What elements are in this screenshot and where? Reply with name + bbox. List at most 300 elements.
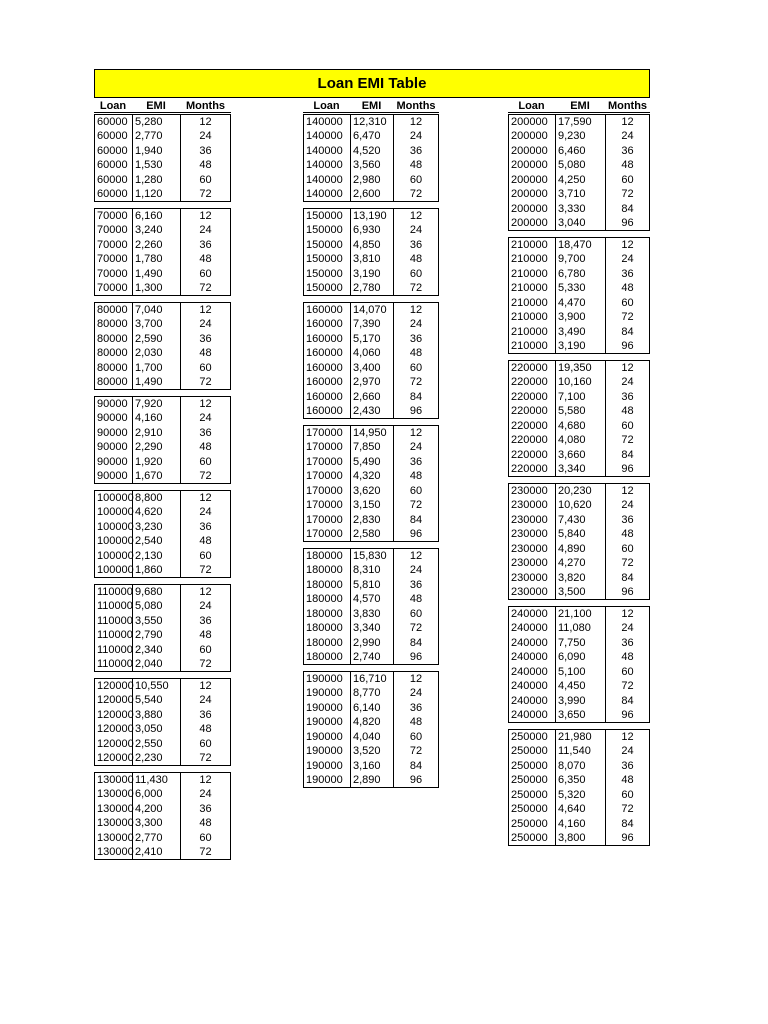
loan-amount-cell: 240000 <box>511 607 548 620</box>
loan-amount-cell: 250000 <box>511 759 548 772</box>
loan-amount-cell: 250000 <box>511 803 548 815</box>
emi-cell: 4,620 <box>135 506 163 518</box>
table-row <box>95 346 232 361</box>
table-row <box>304 730 440 745</box>
emi-cell: 14,950 <box>353 426 387 439</box>
table-row <box>95 722 232 737</box>
months-cell: 24 <box>621 499 634 511</box>
table-row <box>95 144 232 159</box>
months-cell: 72 <box>199 282 212 294</box>
emi-cell: 4,470 <box>558 296 586 309</box>
months-cell: 12 <box>621 730 634 743</box>
loan-group <box>508 483 650 600</box>
emi-cell: 4,270 <box>558 557 586 569</box>
emi-cell: 12,310 <box>353 115 387 128</box>
loan-amount-cell: 140000 <box>306 173 343 186</box>
table-row <box>304 267 440 282</box>
loan-amount-cell: 170000 <box>306 441 343 453</box>
emi-cell: 3,190 <box>353 267 381 280</box>
table-row <box>95 209 232 224</box>
emi-cell: 2,970 <box>353 376 381 388</box>
emi-cell: 2,780 <box>353 282 381 294</box>
loan-amount-cell: 150000 <box>306 282 343 294</box>
emi-cell: 3,620 <box>353 484 381 497</box>
emi-cell: 13,190 <box>353 209 387 222</box>
emi-cell: 5,170 <box>353 332 381 345</box>
loan-amount-cell: 90000 <box>97 441 128 453</box>
emi-cell: 6,350 <box>558 774 586 786</box>
months-cell: 96 <box>621 709 634 721</box>
emi-cell: 3,880 <box>135 708 163 721</box>
loan-group <box>303 302 439 419</box>
loan-amount-cell: 110000 <box>97 643 133 656</box>
months-cell: 24 <box>409 564 423 576</box>
emi-cell: 16,710 <box>353 672 387 685</box>
table-row <box>509 310 651 325</box>
emi-cell: 4,040 <box>353 730 381 743</box>
emi-cell: 3,300 <box>135 817 163 829</box>
emi-cell: 8,310 <box>353 564 381 576</box>
months-cell: 60 <box>199 267 212 280</box>
emi-cell: 1,670 <box>135 470 163 482</box>
emi-cell: 6,000 <box>135 788 163 800</box>
loan-group <box>94 302 231 390</box>
loan-amount-cell: 190000 <box>306 774 343 786</box>
emi-cell: 4,820 <box>353 716 381 728</box>
loan-amount-cell: 180000 <box>306 549 343 562</box>
emi-cell: 4,080 <box>558 434 586 446</box>
loan-amount-cell: 60000 <box>97 115 128 128</box>
table-row <box>304 549 440 564</box>
months-cell: 24 <box>199 224 212 236</box>
loan-amount-cell: 120000 <box>97 723 134 735</box>
emi-cell: 3,400 <box>353 361 381 374</box>
months-cell: 72 <box>409 282 423 294</box>
loan-amount-cell: 180000 <box>306 564 343 576</box>
emi-cell: 2,290 <box>135 441 163 453</box>
table-row <box>509 636 651 651</box>
loan-amount-cell: 130000 <box>97 817 134 829</box>
emi-cell: 14,070 <box>353 303 387 316</box>
loan-amount-cell: 250000 <box>511 817 548 830</box>
table-row <box>95 845 232 860</box>
loan-amount-cell: 160000 <box>306 318 343 330</box>
emi-cell: 4,640 <box>558 803 586 815</box>
loan-amount-cell: 210000 <box>511 253 548 265</box>
emi-cell: 3,660 <box>558 448 586 461</box>
months-cell: 12 <box>409 115 423 128</box>
months-cell: 12 <box>409 209 423 222</box>
months-cell: 36 <box>199 520 212 533</box>
months-cell: 60 <box>621 173 634 186</box>
loan-amount-cell: 110000 <box>97 629 133 641</box>
emi-cell: 3,190 <box>558 340 586 352</box>
emi-cell: 3,820 <box>558 571 586 584</box>
emi-cell: 18,470 <box>558 238 592 251</box>
loan-group <box>508 360 650 477</box>
header-months: Months <box>396 100 436 112</box>
emi-cell: 21,980 <box>558 730 592 743</box>
emi-cell: 1,490 <box>135 376 163 388</box>
header-loan: Loan <box>313 100 340 112</box>
loan-group <box>94 772 231 860</box>
loan-group <box>303 425 439 542</box>
loan-group <box>94 678 231 766</box>
loan-group <box>94 490 231 578</box>
months-cell: 48 <box>199 723 212 735</box>
emi-cell: 7,040 <box>135 303 163 316</box>
table-row <box>509 339 651 354</box>
emi-cell: 2,580 <box>353 528 381 540</box>
months-cell: 84 <box>621 325 634 338</box>
table-row <box>95 751 232 766</box>
emi-cell: 2,130 <box>135 549 163 562</box>
table-row <box>95 252 232 267</box>
table-row <box>509 621 651 636</box>
table-row <box>509 788 651 803</box>
loan-amount-cell: 160000 <box>306 390 343 403</box>
loan-amount-cell: 200000 <box>511 188 548 200</box>
emi-cell: 3,490 <box>558 325 586 338</box>
emi-cell: 4,450 <box>558 680 586 692</box>
loan-amount-cell: 100000 <box>97 549 134 562</box>
table-row <box>304 744 440 759</box>
emi-cell: 6,460 <box>558 144 586 157</box>
table-row <box>509 216 651 231</box>
months-cell: 60 <box>621 419 634 432</box>
table-row <box>509 404 651 419</box>
emi-cell: 11,430 <box>135 773 168 786</box>
table-row <box>95 773 232 788</box>
table-row <box>509 252 651 267</box>
table-title-text: Loan EMI Table <box>317 75 427 92</box>
table-row <box>304 187 440 202</box>
loan-amount-cell: 200000 <box>511 173 548 186</box>
months-cell: 12 <box>409 672 423 685</box>
table-row <box>95 317 232 332</box>
table-row <box>95 708 232 723</box>
emi-cell: 2,410 <box>135 846 163 858</box>
months-cell: 72 <box>199 564 212 576</box>
table-row <box>304 173 440 188</box>
table-row <box>509 694 651 709</box>
loan-amount-cell: 200000 <box>511 159 548 171</box>
loan-amount-cell: 120000 <box>97 679 134 692</box>
months-cell: 60 <box>199 643 212 656</box>
loan-amount-cell: 160000 <box>306 332 343 345</box>
loan-amount-cell: 240000 <box>511 622 548 634</box>
loan-amount-cell: 230000 <box>511 542 548 555</box>
table-row <box>95 563 232 578</box>
table-row <box>304 715 440 730</box>
months-cell: 48 <box>409 716 423 728</box>
emi-cell: 5,580 <box>558 405 586 417</box>
loan-amount-cell: 60000 <box>97 130 128 142</box>
emi-cell: 1,490 <box>135 267 163 280</box>
loan-amount-cell: 90000 <box>97 470 128 482</box>
table-row <box>95 129 232 144</box>
emi-cell: 2,230 <box>135 752 163 764</box>
header-emi: EMI <box>570 100 590 112</box>
months-cell: 36 <box>409 144 423 157</box>
months-cell: 60 <box>409 173 423 186</box>
column-header-row <box>508 99 650 113</box>
table-row <box>304 773 440 788</box>
table-row <box>304 440 440 455</box>
loan-amount-cell: 250000 <box>511 730 548 743</box>
emi-cell: 8,800 <box>135 491 163 504</box>
months-cell: 72 <box>199 470 212 482</box>
emi-cell: 7,100 <box>558 390 586 403</box>
loan-amount-cell: 180000 <box>306 636 343 649</box>
table-row <box>304 592 440 607</box>
column-header-row <box>94 99 231 113</box>
months-cell: 48 <box>621 651 634 663</box>
months-cell: 36 <box>621 513 634 526</box>
months-cell: 48 <box>621 405 634 417</box>
loan-amount-cell: 160000 <box>306 376 343 388</box>
emi-cell: 3,710 <box>558 188 586 200</box>
emi-cell: 9,680 <box>135 585 163 598</box>
emi-cell: 5,840 <box>558 528 586 540</box>
loan-amount-cell: 140000 <box>306 115 343 128</box>
months-cell: 96 <box>409 405 423 417</box>
loan-amount-cell: 160000 <box>306 303 343 316</box>
months-cell: 84 <box>621 202 634 215</box>
months-cell: 36 <box>199 802 212 815</box>
loan-amount-cell: 160000 <box>306 347 343 359</box>
months-cell: 72 <box>199 846 212 858</box>
loan-group <box>508 729 650 846</box>
loan-amount-cell: 200000 <box>511 115 548 128</box>
loan-amount-cell: 250000 <box>511 774 548 786</box>
emi-cell: 3,150 <box>353 499 381 511</box>
table-row <box>304 513 440 528</box>
loan-amount-cell: 90000 <box>97 412 128 424</box>
emi-cell: 1,920 <box>135 455 163 468</box>
table-row <box>509 448 651 463</box>
months-cell: 48 <box>409 593 423 605</box>
emi-cell: 3,800 <box>558 832 586 844</box>
loan-amount-cell: 230000 <box>511 586 548 598</box>
months-cell: 72 <box>621 680 634 692</box>
months-cell: 48 <box>409 159 423 171</box>
table-row <box>95 115 232 130</box>
loan-amount-cell: 230000 <box>511 571 548 584</box>
months-cell: 24 <box>621 376 634 388</box>
loan-group <box>303 208 439 296</box>
loan-amount-cell: 100000 <box>97 564 134 576</box>
table-row <box>95 585 232 600</box>
loan-amount-cell: 190000 <box>306 730 343 743</box>
loan-amount-cell: 250000 <box>511 745 548 757</box>
months-cell: 24 <box>409 130 423 142</box>
months-cell: 60 <box>199 173 212 186</box>
months-cell: 48 <box>409 470 423 482</box>
months-cell: 36 <box>409 578 423 591</box>
loan-group <box>303 671 439 788</box>
table-row <box>509 173 651 188</box>
emi-cell: 2,030 <box>135 347 163 359</box>
months-cell: 72 <box>621 803 634 815</box>
loan-group <box>94 114 231 202</box>
loan-amount-cell: 110000 <box>97 658 133 670</box>
loan-amount-cell: 90000 <box>97 455 128 468</box>
loan-amount-cell: 110000 <box>97 600 133 612</box>
emi-cell: 4,680 <box>558 419 586 432</box>
months-cell: 60 <box>409 730 423 743</box>
table-row <box>95 397 232 412</box>
table-row <box>304 375 440 390</box>
months-cell: 12 <box>199 491 212 504</box>
loan-amount-cell: 70000 <box>97 224 128 236</box>
loan-amount-cell: 210000 <box>511 267 548 280</box>
table-row <box>304 563 440 578</box>
months-cell: 12 <box>409 303 423 316</box>
months-cell: 24 <box>199 318 212 330</box>
loan-amount-cell: 140000 <box>306 188 343 200</box>
table-row <box>304 426 440 441</box>
loan-amount-cell: 150000 <box>306 224 343 236</box>
loan-amount-cell: 100000 <box>97 520 134 533</box>
months-cell: 60 <box>621 542 634 555</box>
months-cell: 12 <box>199 679 212 692</box>
loan-amount-cell: 210000 <box>511 311 548 323</box>
emi-cell: 4,320 <box>353 470 381 482</box>
loan-group <box>508 606 650 723</box>
table-row <box>95 693 232 708</box>
emi-cell: 2,830 <box>353 513 381 526</box>
table-row <box>304 455 440 470</box>
header-months: Months <box>607 100 648 112</box>
table-row <box>509 527 651 542</box>
months-cell: 72 <box>409 188 423 200</box>
table-row <box>509 238 651 253</box>
table-row <box>95 520 232 535</box>
table-row <box>509 679 651 694</box>
loan-amount-cell: 120000 <box>97 694 134 706</box>
emi-cell: 11,080 <box>558 622 591 634</box>
loan-amount-cell: 210000 <box>511 282 548 294</box>
loan-amount-cell: 70000 <box>97 209 128 222</box>
table-row <box>304 252 440 267</box>
loan-amount-cell: 130000 <box>97 773 134 786</box>
months-cell: 48 <box>199 347 212 359</box>
months-cell: 12 <box>199 115 212 128</box>
table-row <box>95 238 232 253</box>
months-cell: 84 <box>409 513 423 526</box>
loan-amount-cell: 180000 <box>306 578 343 591</box>
months-cell: 36 <box>409 455 423 468</box>
table-row <box>509 390 651 405</box>
table-row <box>509 498 651 513</box>
table-row <box>304 621 440 636</box>
months-cell: 60 <box>621 296 634 309</box>
loan-amount-cell: 180000 <box>306 622 343 634</box>
months-cell: 12 <box>621 115 634 128</box>
months-cell: 36 <box>409 701 423 714</box>
loan-amount-cell: 80000 <box>97 318 128 330</box>
loan-amount-cell: 180000 <box>306 593 343 605</box>
table-row <box>95 643 232 658</box>
emi-cell: 7,430 <box>558 513 586 526</box>
loan-amount-cell: 230000 <box>511 484 548 497</box>
emi-cell: 3,050 <box>135 723 163 735</box>
months-cell: 48 <box>199 817 212 829</box>
table-row <box>304 498 440 513</box>
months-cell: 36 <box>199 238 212 251</box>
months-cell: 12 <box>621 238 634 251</box>
header-months: Months <box>185 100 226 112</box>
months-cell: 60 <box>409 484 423 497</box>
months-cell: 96 <box>621 586 634 598</box>
loan-amount-cell: 70000 <box>97 282 128 294</box>
loan-amount-cell: 120000 <box>97 708 134 721</box>
emi-cell: 2,550 <box>135 737 163 750</box>
table-row <box>304 527 440 542</box>
table-row <box>304 650 440 665</box>
months-cell: 60 <box>621 665 634 678</box>
table-row <box>95 187 232 202</box>
months-cell: 48 <box>199 253 212 265</box>
table-row <box>509 759 651 774</box>
loan-amount-cell: 210000 <box>511 296 548 309</box>
table-row <box>509 325 651 340</box>
emi-cell: 9,230 <box>558 130 586 142</box>
header-emi: EMI <box>361 100 382 112</box>
loan-amount-cell: 60000 <box>97 188 128 200</box>
emi-cell: 10,550 <box>135 679 169 692</box>
loan-amount-cell: 230000 <box>511 513 548 526</box>
months-cell: 36 <box>621 759 634 772</box>
table-row <box>304 672 440 687</box>
loan-amount-cell: 220000 <box>511 405 548 417</box>
table-row <box>509 267 651 282</box>
emi-cell: 7,850 <box>353 441 381 453</box>
months-cell: 36 <box>621 267 634 280</box>
loan-amount-cell: 80000 <box>97 376 128 388</box>
loan-amount-cell: 150000 <box>306 238 343 251</box>
table-row <box>304 578 440 593</box>
emi-cell: 6,930 <box>353 224 381 236</box>
months-cell: 48 <box>409 253 423 265</box>
table-row <box>304 209 440 224</box>
loan-amount-cell: 70000 <box>97 238 128 251</box>
emi-cell: 4,890 <box>558 542 586 555</box>
months-cell: 84 <box>621 448 634 461</box>
months-cell: 72 <box>621 557 634 569</box>
loan-amount-cell: 230000 <box>511 528 548 540</box>
table-row <box>95 657 232 672</box>
emi-cell: 4,160 <box>558 817 586 830</box>
emi-cell: 5,280 <box>135 115 163 128</box>
emi-cell: 6,470 <box>353 130 381 142</box>
emi-cell: 5,490 <box>353 455 381 468</box>
emi-cell: 6,090 <box>558 651 586 663</box>
table-row <box>509 129 651 144</box>
emi-cell: 3,330 <box>558 202 586 215</box>
table-row <box>95 303 232 318</box>
emi-cell: 6,160 <box>135 209 163 222</box>
table-row <box>509 607 651 622</box>
table-row <box>95 599 232 614</box>
loan-amount-cell: 90000 <box>97 426 128 439</box>
months-cell: 96 <box>621 832 634 844</box>
loan-amount-cell: 130000 <box>97 788 134 800</box>
loan-amount-cell: 210000 <box>511 340 548 352</box>
table-row <box>95 173 232 188</box>
loan-amount-cell: 130000 <box>97 846 134 858</box>
